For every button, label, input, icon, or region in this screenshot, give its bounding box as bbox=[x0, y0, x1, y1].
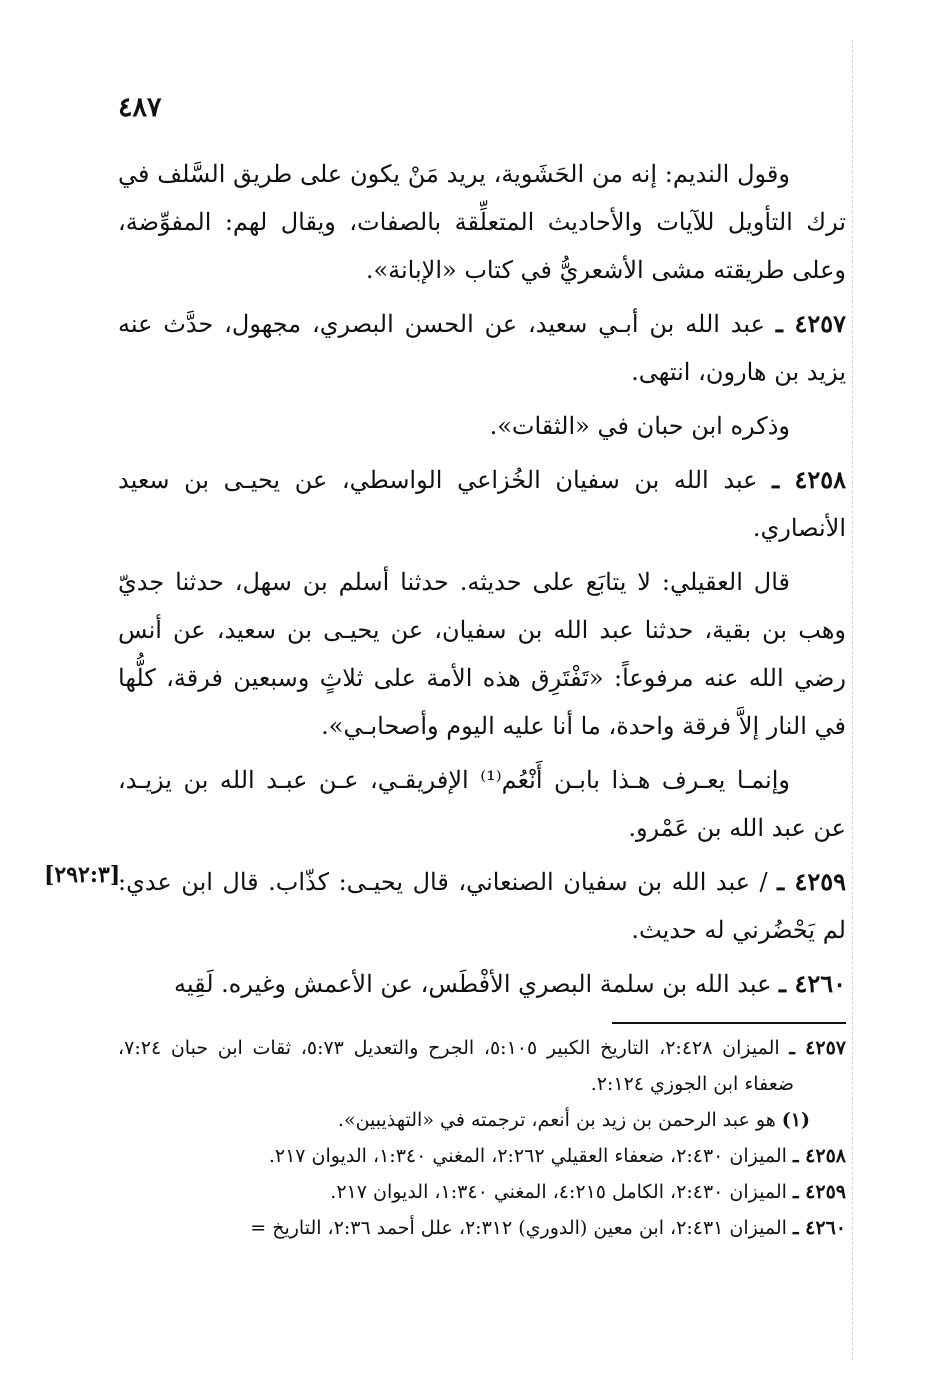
footnote-text: الميزان ٢:٤٣١، ابن معين (الدوري) ٢:٣١٢، علل أحمد ٢:٣٦، التاريخ = bbox=[250, 1217, 787, 1239]
entry-number: ٤٢٥٧ ـ bbox=[775, 309, 846, 338]
entry-text: عبد الله بن سلمة البصري الأفْطَس، عن الأعمش وغيره. لَقِيه bbox=[173, 970, 772, 998]
paragraph-nadim-quote: وقول النديم: إنه من الحَشَوية، يريد مَنْ يكون على طريق السَّلف في ترك التأويل للآيات والأحاديث المتعلِّقة بالصفات، ويقال لهم: المفوِّضة، وعلى طريقته مشى الأشعريُّ في كتاب «الإبانة». bbox=[118, 160, 846, 284]
main-text bbox=[118, 150, 846, 1014]
footnote-source-4260 bbox=[118, 1210, 846, 1246]
footnotes bbox=[118, 1030, 846, 1246]
footnote-source-4258 bbox=[118, 1138, 846, 1174]
footnote-note-1 bbox=[118, 1102, 846, 1138]
footnote-text: الميزان ٢:٤٣٠، ضعفاء العقيلي ٢:٢٦٢، المغني ١:٣٤٠، الديوان ٢١٧. bbox=[268, 1145, 787, 1167]
entry-text: / عبد الله بن سفيان الصنعاني، قال يحيـى: كذّاب. قال ابن عدي: لم يَحْضُرني له حديث. bbox=[118, 868, 846, 944]
entry-4259 bbox=[118, 858, 846, 954]
footnote-number: (١) bbox=[781, 1109, 810, 1131]
paragraph-ibn-anum: وإنمـا يعـرف هـذا بابـن أَنْعُم⁽¹⁾ الإفريقـي، عـن عبـد الله بن يزيـد، عن عبد الله بن عَمْرو. bbox=[118, 766, 846, 842]
footnote-number: ٤٢٦٠ ـ bbox=[792, 1217, 846, 1239]
footnote-divider bbox=[612, 1022, 846, 1024]
entry-text: عبد الله بن سفيان الخُزاعي الواسطي، عن يحيـى بن سعيد الأنصاري. bbox=[118, 466, 846, 542]
paragraph-uqayli: قال العقيلي: لا يتابَع على حديثه. حدثنا أسلم بن سهل، حدثنا جديّ وهب بن بقية، حدثنا عبد الله بن سفيان، عن يحيـى بن سعيد، عن أنس رضي الله عنه مرفوعاً: «تَفْتَرِق هذه الأمة على ثلاثٍ وسبعين فرقة، كلُّها في النار إلاَّ فرقة واحدة، ما أنا عليه اليوم وأصحابـي». bbox=[118, 568, 847, 740]
entry-number: ٤٢٦٠ ـ bbox=[779, 969, 846, 998]
footnote-text: هو عبد الرحمن بن زيد بن أنعم، ترجمته في «التهذيبين». bbox=[337, 1109, 776, 1131]
footnote-text: الميزان ٢:٤٢٨، التاريخ الكبير ٥:١٠٥، الجرح والتعديل ٥:٧٣، ثقات ابن حبان ٧:٢٤، ضعفاء ابن الجوزي ٢:١٢٤. bbox=[118, 1037, 794, 1095]
footnote-number: ٤٢٥٩ ـ bbox=[792, 1181, 846, 1203]
footnote-number: ٤٢٥٧ ـ bbox=[789, 1037, 846, 1059]
entry-4257 bbox=[118, 300, 846, 396]
entry-number: ٤٢٥٩ ـ bbox=[777, 867, 846, 896]
entry-4258 bbox=[118, 456, 846, 552]
page-number: ٤٨٧ bbox=[118, 92, 162, 123]
paragraph-ibn-hibban: وذكره ابن حبان في «الثقات». bbox=[489, 412, 790, 440]
footnote-source-4257 bbox=[118, 1030, 846, 1102]
scan-edge-line bbox=[852, 40, 853, 1360]
entry-4260 bbox=[118, 960, 846, 1008]
footnote-text: الميزان ٢:٤٣٠، الكامل ٤:٢١٥، المغني ١:٣٤٠، الديوان ٢١٧. bbox=[330, 1181, 787, 1203]
footnote-source-4259 bbox=[118, 1174, 846, 1210]
footnote-number: ٤٢٥٨ ـ bbox=[792, 1145, 846, 1167]
marginal-volume-reference: [٢٩٢:٣] bbox=[44, 862, 121, 888]
entry-number: ٤٢٥٨ ـ bbox=[772, 465, 846, 494]
entry-text: عبد الله بن أبـي سعيد، عن الحسن البصري، مجهول، حدَّث عنه يزيد بن هارون، انتهى. bbox=[118, 310, 846, 386]
